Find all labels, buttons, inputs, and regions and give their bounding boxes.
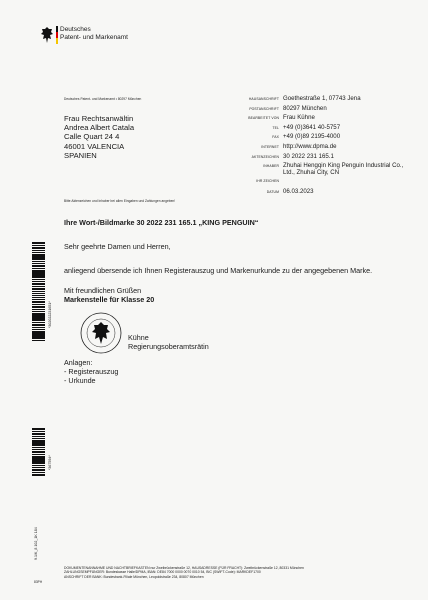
meta-value: 30 2022 231 165.1 — [283, 152, 334, 160]
meta-row — [232, 189, 408, 199]
signature-block — [128, 333, 209, 351]
closing-greeting: Mit freundlichen Grüßen — [64, 286, 142, 295]
barcode-document — [32, 428, 45, 477]
subject-line: Ihre Wort-/Bildmarke 30 2022 231 165.1 „KING PENGUIN“ — [64, 218, 259, 227]
meta-value: http://www.dpma.de — [283, 142, 337, 150]
recipient-line-1: Frau Rechtsanwältin — [64, 114, 134, 123]
sender-line: Deutsches Patent- und Markenamt • 80297 München — [64, 97, 142, 101]
recipient-address — [64, 114, 134, 160]
organisation-name — [60, 26, 128, 41]
recipient-line-4: 46001 VALENCIA — [64, 141, 125, 151]
meta-label: DATUM — [266, 189, 279, 194]
barcode-document-text: *367594* — [48, 455, 52, 470]
recipient-line-5: SPANIEN — [64, 150, 97, 160]
meta-label: HAUSANSCHRIFT — [248, 97, 279, 101]
footer-line-1: DOKUMENTENANNAHME UND NACHTBRIEFKASTEN nur Zweibrückenstraße 12, HAUSADRESSE (FÜR FRACHT): Zweibrückenstraße 12, 80331 München — [64, 566, 304, 570]
recipient-line-2: Andrea Albert Catala — [64, 123, 135, 133]
meta-label: BEARBEITET VON — [248, 116, 279, 121]
salutation: Sehr geehrte Damen und Herren, — [64, 242, 171, 251]
meta-value: Goethestraße 1, 07743 Jena — [283, 95, 361, 102]
signatory-title: Regierungsoberamtsrätin — [128, 342, 209, 351]
org-line-1: Deutsches — [60, 26, 91, 33]
recipient-line-3: Calle Quart 24 4 — [64, 132, 120, 142]
meta-value: 06.03.2023 — [283, 187, 314, 195]
signatory-name: Kühne — [128, 333, 149, 342]
eagle-emblem-icon — [40, 26, 54, 44]
attachments — [64, 358, 118, 385]
meta-label: INHABER — [263, 164, 279, 169]
closing-department: Markenstelle für Klasse 20 — [64, 295, 155, 304]
page-code: 83PH — [34, 580, 43, 584]
meta-label: IHR ZEICHEN — [256, 179, 279, 184]
meta-label: TEL — [272, 125, 279, 130]
meta-label: INTERNET — [261, 144, 279, 149]
footer-line-2: ZAHLUNGSEMPFÄNGER: Bundeskasse Halle/DPMA, IBAN: DE84 7000 0000 0070 0010 54, BIC (SWIFT-Code): MARKDEF1700 — [64, 570, 261, 575]
form-code: 9.1/K_8 102_1K 184 — [34, 527, 38, 560]
org-line-2: Patent- und Markenamt — [60, 33, 128, 41]
meta-block — [232, 96, 408, 198]
reference-notice: Bitte Aktenzeichen und Inhaber bei allen Eingaben und Zahlungen angeben! — [64, 199, 176, 203]
meta-value: +49 (0)3641 40-5757 — [283, 123, 341, 131]
meta-label: POSTANSCHRIFT — [249, 106, 279, 111]
footer-line-3: ANSCHRIFT DER BANK: Bundesbank-Filiale München, Leopoldstraße 234, 80807 München — [64, 574, 204, 579]
meta-row — [232, 179, 408, 189]
attachments-heading: Anlagen: — [64, 358, 93, 367]
barcode-reference — [32, 242, 45, 342]
footer — [64, 566, 404, 579]
attachment-item: - Urkunde — [64, 376, 96, 385]
meta-label: AKTENZEICHEN — [251, 154, 279, 159]
meta-value: Frau Kühne — [283, 114, 315, 122]
meta-row — [232, 163, 408, 179]
logo-bar-gold — [56, 38, 58, 44]
barcode-reference-text: *302022231651* — [48, 301, 52, 328]
meta-value: Zhuhai Hengqin King Penguin Industrial Co., Ltd., Zhuhai City, CN — [283, 162, 404, 176]
official-seal-icon — [80, 312, 122, 354]
meta-label: FAX — [272, 135, 279, 140]
body-paragraph: anliegend übersende ich Ihnen Registerauszug und Markenurkunde zu der angegebenen Marke. — [64, 266, 373, 275]
meta-value: 80297 München — [283, 104, 327, 112]
attachment-item: - Registerauszug — [64, 367, 119, 376]
meta-value: +49 (0)89 2195-4000 — [283, 133, 341, 141]
meta-row — [232, 106, 408, 116]
